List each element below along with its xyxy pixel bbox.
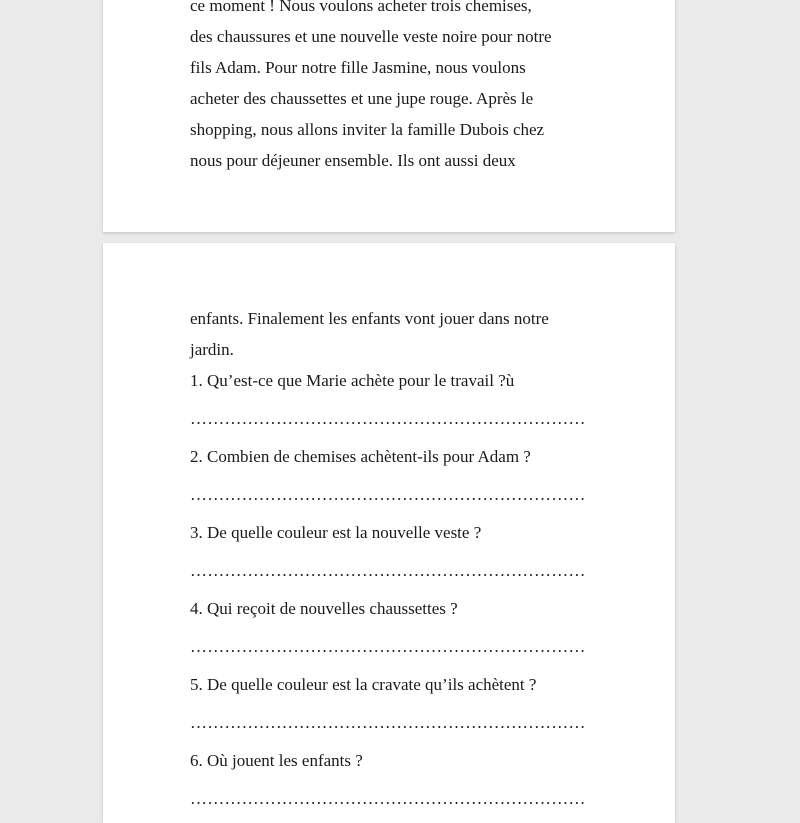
answer-line[interactable]: …………………………………………………………… [190,713,586,732]
text-line: nous pour déjeuner ensemble. Ils ont aussi deux [190,151,516,170]
document-page-2 [103,243,675,823]
answer-line[interactable]: …………………………………………………………… [190,789,586,808]
question-item [190,517,610,586]
question-text: 2. Combien de chemises achètent-ils pour Adam ? [190,447,531,466]
document-page-1 [103,0,675,232]
question-item [190,365,610,434]
text-line: ce moment ! Nous voulons acheter trois chemises, [190,0,532,15]
text-line: shopping, nous allons inviter la famille Dubois chez [190,120,545,139]
question-item [190,593,610,662]
answer-line[interactable]: …………………………………………………………… [190,637,586,656]
question-text: 4. Qui reçoit de nouvelles chaussettes ? [190,599,458,618]
answer-line[interactable]: …………………………………………………………… [190,485,586,504]
passage-text [190,0,610,176]
passage-continuation [190,303,610,814]
text-line: enfants. Finalement les enfants vont jouer dans notre [190,309,549,328]
question-text: 5. De quelle couleur est la cravate qu’ils achètent ? [190,675,537,694]
question-text: 3. De quelle couleur est la nouvelle veste ? [190,523,482,542]
answer-line[interactable]: …………………………………………………………… [190,409,586,428]
question-item [190,745,610,814]
question-item [190,669,610,738]
question-item [190,441,610,510]
text-line: fils Adam. Pour notre fille Jasmine, nous voulons [190,58,526,77]
text-line: acheter des chaussettes et une jupe rouge. Après le [190,89,534,108]
question-text: 6. Où jouent les enfants ? [190,751,363,770]
text-line: jardin. [190,340,234,359]
answer-line[interactable]: …………………………………………………………… [190,561,586,580]
text-line: des chaussures et une nouvelle veste noire pour notre [190,27,552,46]
question-text: 1. Qu’est-ce que Marie achète pour le travail ?ù [190,371,515,390]
